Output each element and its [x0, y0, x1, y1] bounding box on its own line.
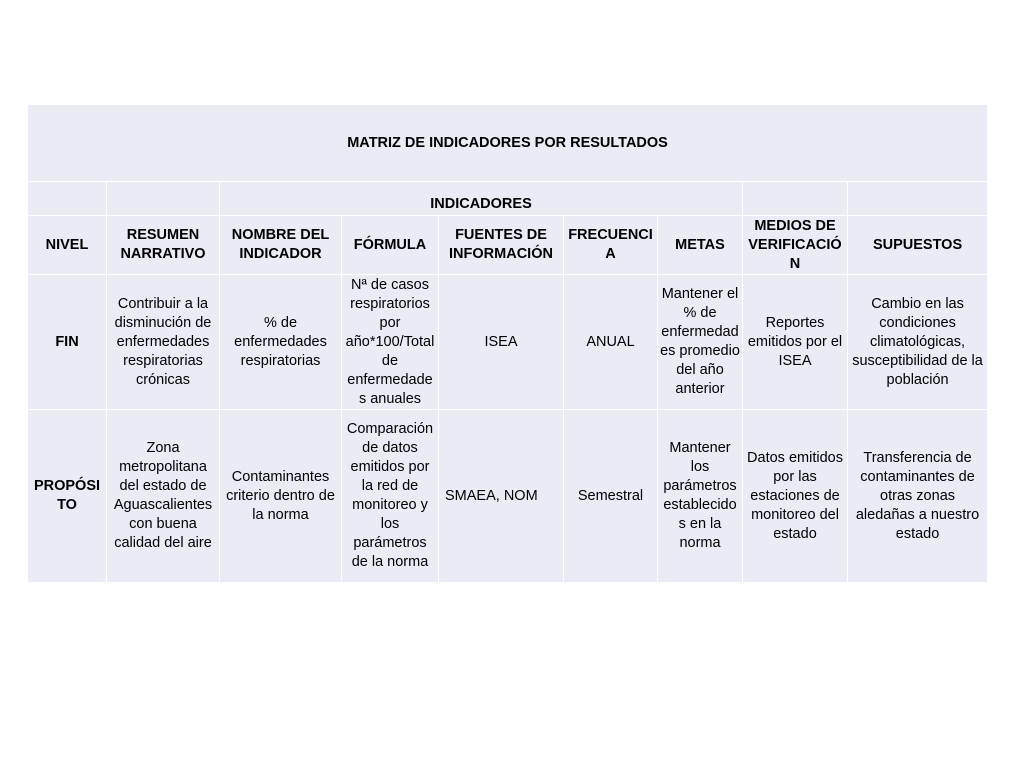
cell-formula: Nª de casos respiratorios por año*100/Total de enfermedades anuales: [342, 275, 439, 410]
table-row: [28, 275, 988, 410]
cell-metas: Mantener los parámetros establecidos en la norma: [658, 410, 743, 583]
empty-cell: [848, 182, 988, 216]
header-resumen-narrativo: RESUMEN NARRATIVO: [107, 216, 220, 275]
cell-formula: Comparación de datos emitidos por la red de monitoreo y los parámetros de la norma: [342, 410, 439, 583]
indicators-group-header: INDICADORES: [220, 182, 743, 216]
cell-nivel: FIN: [28, 275, 107, 410]
cell-resumen: Contribuir a la disminución de enfermedades respiratorias crónicas: [107, 275, 220, 410]
header-fuentes-informacion: FUENTES DE INFORMACIÓN: [439, 216, 564, 275]
cell-frecuencia: ANUAL: [564, 275, 658, 410]
cell-metas: Mantener el % de enfermedades promedio del año anterior: [658, 275, 743, 410]
cell-fuentes: SMAEA, NOM: [439, 410, 564, 583]
header-medios-verificacion: MEDIOS DE VERIFICACIÓN: [743, 216, 848, 275]
header-nivel: NIVEL: [28, 216, 107, 275]
matrix-title: MATRIZ DE INDICADORES POR RESULTADOS: [28, 105, 988, 182]
header-metas: METAS: [658, 216, 743, 275]
title-row: [28, 105, 988, 182]
indicators-group-row: [28, 182, 988, 216]
cell-resumen: Zona metropolitana del estado de Aguascalientes con buena calidad del aire: [107, 410, 220, 583]
cell-frecuencia: Semestral: [564, 410, 658, 583]
header-frecuencia: FRECUENCIA: [564, 216, 658, 275]
table-row: [28, 410, 988, 583]
cell-supuestos: Transferencia de contaminantes de otras zonas aledañas a nuestro estado: [848, 410, 988, 583]
cell-medios: Reportes emitidos por el ISEA: [743, 275, 848, 410]
column-header-row: [28, 216, 988, 275]
header-formula: FÓRMULA: [342, 216, 439, 275]
cell-medios: Datos emitidos por las estaciones de monitoreo del estado: [743, 410, 848, 583]
cell-nombre: Contaminantes criterio dentro de la norma: [220, 410, 342, 583]
cell-nivel: PROPÓSITO: [28, 410, 107, 583]
indicators-matrix-table: [27, 104, 988, 583]
empty-cell: [28, 182, 107, 216]
cell-supuestos: Cambio en las condiciones climatológicas, susceptibilidad de la población: [848, 275, 988, 410]
header-nombre-indicador: NOMBRE DEL INDICADOR: [220, 216, 342, 275]
cell-nombre: % de enfermedades respiratorias: [220, 275, 342, 410]
empty-cell: [107, 182, 220, 216]
cell-fuentes: ISEA: [439, 275, 564, 410]
header-supuestos: SUPUESTOS: [848, 216, 988, 275]
empty-cell: [743, 182, 848, 216]
